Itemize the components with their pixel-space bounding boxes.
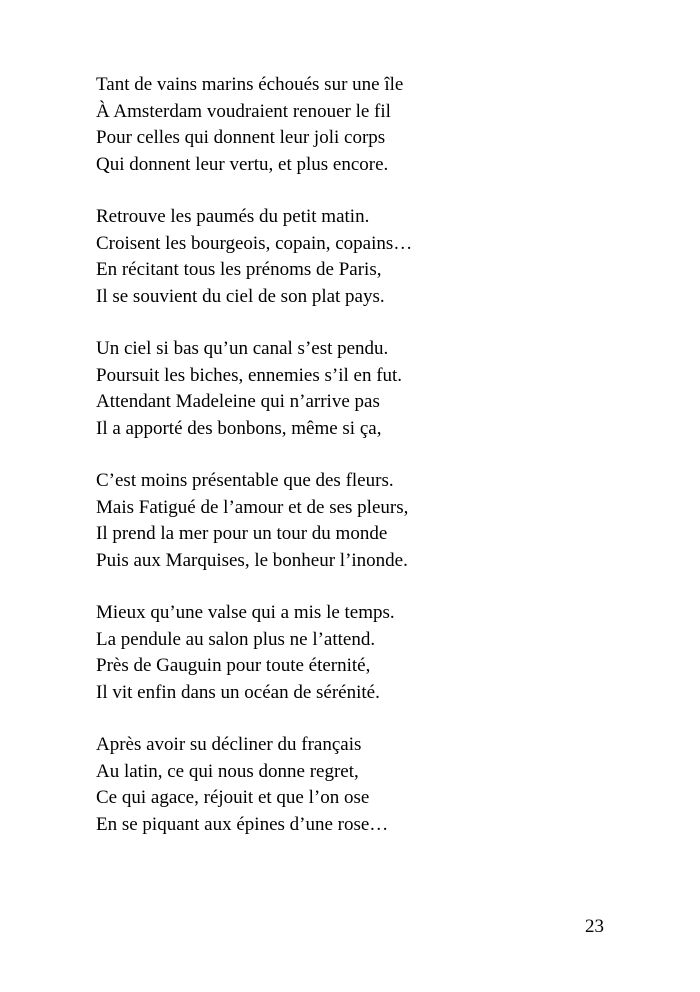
poem-line: Mieux qu’une valse qui a mis le temps. <box>96 602 395 623</box>
poem-line: Il vit enfin dans un océan de sérénité. <box>96 681 380 703</box>
poem-line: En se piquant aux épines d’une rose… <box>96 813 389 835</box>
poem-line: Tant de vains marins échoués sur une île <box>96 74 404 95</box>
poem-line: Croisent les bourgeois, copain, copains… <box>96 232 413 254</box>
stanza-1 <box>96 72 656 178</box>
poem-line: Retrouve les paumés du petit matin. <box>96 206 370 227</box>
poem-line: Attendant Madeleine qui n’arrive pas <box>96 391 380 412</box>
poem-line: Après avoir su décliner du français <box>96 734 362 755</box>
poem-line: Puis aux Marquises, le bonheur l’inonde. <box>96 549 408 571</box>
poem-line: Il se souvient du ciel de son plat pays. <box>96 285 385 307</box>
stanza-5 <box>96 600 656 706</box>
poem-line: Il prend la mer pour un tour du monde <box>96 523 388 544</box>
stanza-6 <box>96 732 656 838</box>
stanza-4 <box>96 468 656 574</box>
poem-line: À Amsterdam voudraient renouer le fil <box>96 100 391 122</box>
poem-line: Il a apporté des bonbons, même si ça, <box>96 417 382 439</box>
poem-line: Ce qui agace, réjouit et que l’on ose <box>96 787 370 808</box>
stanza-3 <box>96 336 656 442</box>
poem-line: Au latin, ce qui nous donne regret, <box>96 760 359 782</box>
poem-line: En récitant tous les prénoms de Paris, <box>96 259 382 280</box>
poem-line: Un ciel si bas qu’un canal s’est pendu. <box>96 338 389 359</box>
poem-line: C’est moins présentable que des fleurs. <box>96 470 394 491</box>
poem-line: Mais Fatigué de l’amour et de ses pleurs, <box>96 496 409 518</box>
page-number: 23 <box>585 916 604 937</box>
poem-line: Pour celles qui donnent leur joli corps <box>96 127 386 148</box>
stanza-2 <box>96 204 656 310</box>
poem-line: Près de Gauguin pour toute éternité, <box>96 655 371 676</box>
poem-line: Poursuit les biches, ennemies s’il en fut. <box>96 364 403 386</box>
poem-line: Qui donnent leur vertu, et plus encore. <box>96 153 389 175</box>
poem-line: La pendule au salon plus ne l’attend. <box>96 628 376 650</box>
poem-body <box>96 72 656 864</box>
